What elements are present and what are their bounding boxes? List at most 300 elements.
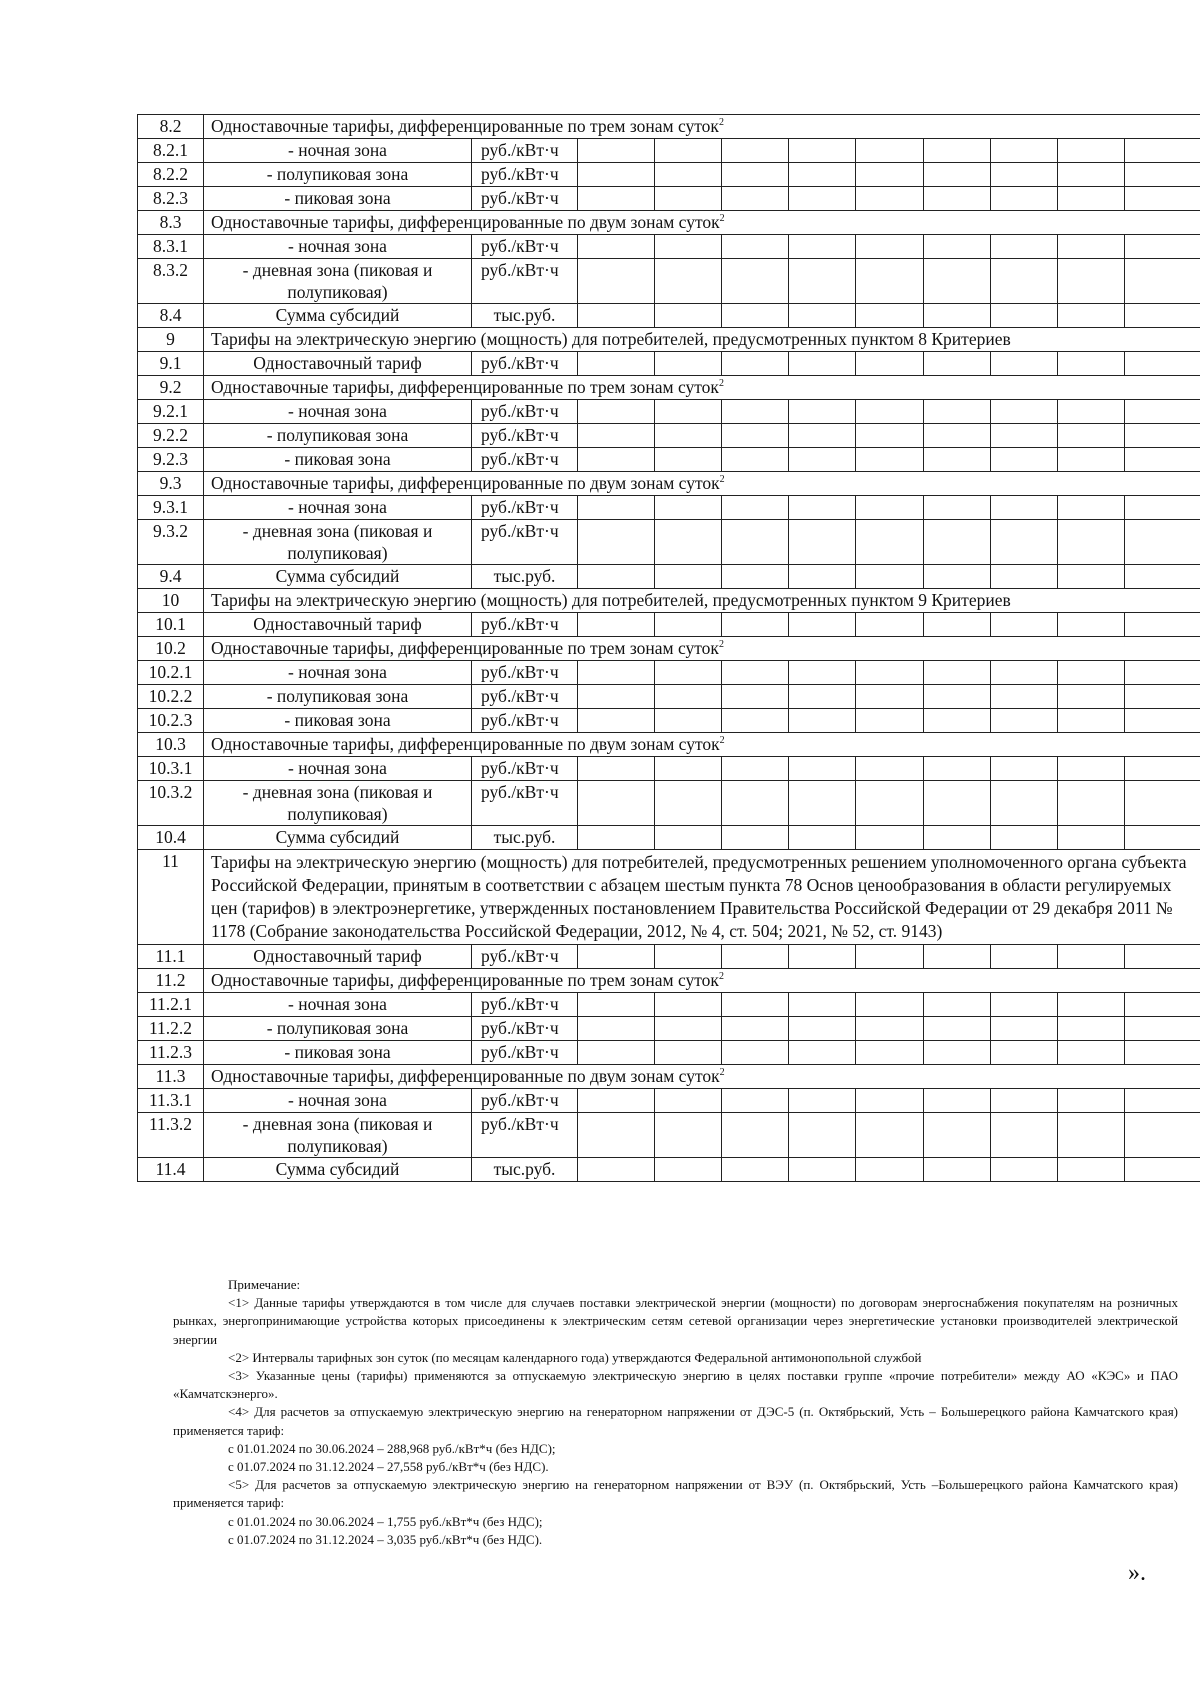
- value-cell: [655, 520, 722, 565]
- section-title-text: Одноставочные тарифы, дифференцированные по двум зонам суток: [211, 1066, 720, 1086]
- row-name: - ночная зона: [204, 139, 472, 163]
- value-cell: [789, 139, 856, 163]
- value-cell: [578, 826, 655, 850]
- value-cell: [789, 781, 856, 826]
- row-number: 8.3: [138, 211, 204, 235]
- value-cell: [1058, 304, 1125, 328]
- notes-list: [173, 1294, 1178, 1549]
- row-unit: руб./кВт·ч: [472, 757, 578, 781]
- value-cell: [856, 613, 924, 637]
- row-unit: руб./кВт·ч: [472, 1113, 578, 1158]
- value-cell: [1058, 259, 1125, 304]
- row-name: - пиковая зона: [204, 709, 472, 733]
- value-cell: [655, 304, 722, 328]
- section-row: [138, 472, 1200, 496]
- value-cell: [722, 352, 789, 376]
- value-cell: [991, 709, 1058, 733]
- value-cell: [991, 1089, 1058, 1113]
- value-cell: [789, 1041, 856, 1065]
- row-name: Одноставочный тариф: [204, 613, 472, 637]
- row-name: - ночная зона: [204, 496, 472, 520]
- value-cell: [1058, 993, 1125, 1017]
- value-cell: [991, 565, 1058, 589]
- value-cell: [924, 496, 991, 520]
- value-cell: [991, 826, 1058, 850]
- row-number: 8.2.1: [138, 139, 204, 163]
- table-row: [138, 520, 1200, 565]
- tariff-table: [137, 114, 1200, 1182]
- row-unit: руб./кВт·ч: [472, 685, 578, 709]
- row-number: 10.2.3: [138, 709, 204, 733]
- row-unit: руб./кВт·ч: [472, 1041, 578, 1065]
- value-cell: [1125, 1113, 1200, 1158]
- value-cell: [1058, 496, 1125, 520]
- value-cell: [856, 781, 924, 826]
- table-row: [138, 826, 1200, 850]
- value-cell: [856, 163, 924, 187]
- value-cell: [1125, 520, 1200, 565]
- note-item: с 01.01.2024 по 30.06.2024 – 288,968 руб./кВт*ч (без НДС);: [228, 1440, 556, 1456]
- row-number: 8.3.1: [138, 235, 204, 259]
- value-cell: [991, 1017, 1058, 1041]
- value-cell: [1058, 661, 1125, 685]
- value-cell: [991, 993, 1058, 1017]
- value-cell: [722, 139, 789, 163]
- row-number: 9.1: [138, 352, 204, 376]
- row-unit: руб./кВт·ч: [472, 424, 578, 448]
- row-name: - ночная зона: [204, 757, 472, 781]
- value-cell: [655, 826, 722, 850]
- table-row: [138, 187, 1200, 211]
- value-cell: [655, 163, 722, 187]
- value-cell: [578, 1113, 655, 1158]
- value-cell: [722, 1017, 789, 1041]
- value-cell: [991, 304, 1058, 328]
- section-row: [138, 376, 1200, 400]
- value-cell: [789, 448, 856, 472]
- value-cell: [722, 1041, 789, 1065]
- value-cell: [924, 187, 991, 211]
- table-row: [138, 448, 1200, 472]
- value-cell: [655, 685, 722, 709]
- value-cell: [1058, 1158, 1125, 1182]
- section-title-text: Одноставочные тарифы, дифференцированные по двум зонам суток: [211, 473, 720, 493]
- value-cell: [924, 400, 991, 424]
- row-unit: тыс.руб.: [472, 565, 578, 589]
- footnote-ref: 2: [719, 1067, 725, 1079]
- value-cell: [578, 1041, 655, 1065]
- value-cell: [655, 1113, 722, 1158]
- table-row: [138, 235, 1200, 259]
- row-number: 8.2.2: [138, 163, 204, 187]
- value-cell: [578, 1158, 655, 1182]
- row-unit: руб./кВт·ч: [472, 945, 578, 969]
- row-name: - ночная зона: [204, 400, 472, 424]
- row-number: 11.2: [138, 969, 204, 993]
- value-cell: [924, 1041, 991, 1065]
- value-cell: [655, 259, 722, 304]
- section-title: [204, 589, 1200, 613]
- row-unit: руб./кВт·ч: [472, 1089, 578, 1113]
- value-cell: [789, 1158, 856, 1182]
- value-cell: [924, 661, 991, 685]
- value-cell: [991, 352, 1058, 376]
- value-cell: [722, 613, 789, 637]
- value-cell: [856, 1089, 924, 1113]
- section-title: [204, 328, 1200, 352]
- value-cell: [1125, 757, 1200, 781]
- value-cell: [1058, 424, 1125, 448]
- row-number: 11: [138, 850, 204, 945]
- value-cell: [991, 613, 1058, 637]
- table-row: [138, 163, 1200, 187]
- value-cell: [991, 757, 1058, 781]
- value-cell: [578, 520, 655, 565]
- row-name: - ночная зона: [204, 993, 472, 1017]
- row-name: - полупиковая зона: [204, 424, 472, 448]
- value-cell: [991, 1158, 1058, 1182]
- value-cell: [1125, 661, 1200, 685]
- value-cell: [578, 757, 655, 781]
- table-row: [138, 1113, 1200, 1158]
- row-number: 11.3.1: [138, 1089, 204, 1113]
- value-cell: [924, 1113, 991, 1158]
- notes-heading: Примечание:: [228, 1277, 301, 1292]
- value-cell: [924, 520, 991, 565]
- footnote-ref: 2: [719, 213, 725, 225]
- row-number: 11.3: [138, 1065, 204, 1089]
- section-title-text: Одноставочные тарифы, дифференцированные по трем зонам суток: [211, 377, 719, 397]
- value-cell: [655, 1089, 722, 1113]
- row-number: 10.1: [138, 613, 204, 637]
- value-cell: [856, 1158, 924, 1182]
- value-cell: [655, 448, 722, 472]
- value-cell: [1125, 448, 1200, 472]
- value-cell: [722, 1158, 789, 1182]
- row-number: 10.3.2: [138, 781, 204, 826]
- row-number: 8.4: [138, 304, 204, 328]
- value-cell: [1125, 1041, 1200, 1065]
- value-cell: [722, 685, 789, 709]
- value-cell: [789, 993, 856, 1017]
- row-number: 10.4: [138, 826, 204, 850]
- row-unit: тыс.руб.: [472, 1158, 578, 1182]
- value-cell: [924, 945, 991, 969]
- note-item: с 01.07.2024 по 31.12.2024 – 3,035 руб./кВт*ч (без НДС).: [228, 1531, 543, 1547]
- value-cell: [578, 448, 655, 472]
- row-name: Одноставочный тариф: [204, 352, 472, 376]
- value-cell: [578, 993, 655, 1017]
- value-cell: [655, 1017, 722, 1041]
- value-cell: [991, 945, 1058, 969]
- section-title: [204, 733, 1200, 757]
- value-cell: [655, 1041, 722, 1065]
- closing-quote: ».: [1128, 1560, 1146, 1586]
- value-cell: [991, 259, 1058, 304]
- section-title-text: Одноставочные тарифы, дифференцированные по трем зонам суток: [211, 116, 719, 136]
- section-title-text: Тарифы на электрическую энергию (мощность) для потребителей, предусмотренных пунктом 8 Критериев: [211, 329, 1011, 349]
- value-cell: [1125, 352, 1200, 376]
- value-cell: [924, 1158, 991, 1182]
- value-cell: [1125, 424, 1200, 448]
- row-number: 9.3.1: [138, 496, 204, 520]
- value-cell: [1058, 235, 1125, 259]
- row-name: Одноставочный тариф: [204, 945, 472, 969]
- value-cell: [722, 496, 789, 520]
- value-cell: [1058, 613, 1125, 637]
- value-cell: [991, 1113, 1058, 1158]
- table-row: [138, 1017, 1200, 1041]
- value-cell: [1058, 757, 1125, 781]
- table-row: [138, 352, 1200, 376]
- section-row: [138, 969, 1200, 993]
- row-number: 11.2.3: [138, 1041, 204, 1065]
- footnote-ref: 2: [718, 117, 724, 129]
- row-unit: руб./кВт·ч: [472, 235, 578, 259]
- value-cell: [1058, 685, 1125, 709]
- row-name: - полупиковая зона: [204, 163, 472, 187]
- section-row: [138, 589, 1200, 613]
- value-cell: [991, 424, 1058, 448]
- row-number: 10.3.1: [138, 757, 204, 781]
- row-unit: руб./кВт·ч: [472, 139, 578, 163]
- value-cell: [655, 496, 722, 520]
- table-row: [138, 496, 1200, 520]
- value-cell: [578, 709, 655, 733]
- row-number: 8.2: [138, 115, 204, 139]
- table-row: [138, 139, 1200, 163]
- value-cell: [856, 757, 924, 781]
- table-row: [138, 424, 1200, 448]
- section-title: [204, 115, 1200, 139]
- footnote-ref: 2: [719, 474, 725, 486]
- value-cell: [1125, 565, 1200, 589]
- value-cell: [655, 757, 722, 781]
- value-cell: [856, 400, 924, 424]
- table-body: [138, 115, 1200, 1182]
- note-item: с 01.01.2024 по 30.06.2024 – 1,755 руб./кВт*ч (без НДС);: [228, 1513, 543, 1529]
- row-number: 9.2.3: [138, 448, 204, 472]
- value-cell: [924, 757, 991, 781]
- value-cell: [722, 424, 789, 448]
- value-cell: [722, 163, 789, 187]
- value-cell: [578, 163, 655, 187]
- value-cell: [578, 424, 655, 448]
- value-cell: [578, 661, 655, 685]
- value-cell: [1058, 400, 1125, 424]
- row-number: 9.4: [138, 565, 204, 589]
- value-cell: [856, 565, 924, 589]
- value-cell: [1125, 259, 1200, 304]
- row-number: 8.2.3: [138, 187, 204, 211]
- table-row: [138, 757, 1200, 781]
- row-name: Сумма субсидий: [204, 565, 472, 589]
- value-cell: [924, 1089, 991, 1113]
- value-cell: [924, 163, 991, 187]
- value-cell: [789, 496, 856, 520]
- table-row: [138, 304, 1200, 328]
- value-cell: [789, 565, 856, 589]
- value-cell: [722, 709, 789, 733]
- value-cell: [924, 993, 991, 1017]
- value-cell: [578, 496, 655, 520]
- row-name: - пиковая зона: [204, 187, 472, 211]
- row-name: Сумма субсидий: [204, 826, 472, 850]
- section-row: [138, 211, 1200, 235]
- value-cell: [924, 139, 991, 163]
- value-cell: [1058, 352, 1125, 376]
- value-cell: [924, 424, 991, 448]
- value-cell: [655, 352, 722, 376]
- notes-section: [173, 1276, 1178, 1549]
- value-cell: [722, 304, 789, 328]
- section-row: [138, 637, 1200, 661]
- value-cell: [856, 826, 924, 850]
- value-cell: [856, 520, 924, 565]
- value-cell: [1125, 304, 1200, 328]
- value-cell: [1125, 613, 1200, 637]
- section-row: [138, 1065, 1200, 1089]
- value-cell: [1058, 187, 1125, 211]
- value-cell: [655, 187, 722, 211]
- footnote-ref: 2: [719, 735, 725, 747]
- row-number: 8.3.2: [138, 259, 204, 304]
- value-cell: [924, 685, 991, 709]
- value-cell: [1058, 520, 1125, 565]
- value-cell: [1125, 1089, 1200, 1113]
- row-name: - ночная зона: [204, 661, 472, 685]
- value-cell: [789, 757, 856, 781]
- value-cell: [578, 187, 655, 211]
- row-number: 10.2.1: [138, 661, 204, 685]
- value-cell: [856, 259, 924, 304]
- value-cell: [1058, 781, 1125, 826]
- value-cell: [789, 235, 856, 259]
- value-cell: [578, 400, 655, 424]
- value-cell: [655, 400, 722, 424]
- row-name: - дневная зона (пиковая и полупиковая): [204, 259, 472, 304]
- value-cell: [924, 259, 991, 304]
- section-title-text: Тарифы на электрическую энергию (мощность) для потребителей, предусмотренных пунктом 9 Критериев: [211, 590, 1011, 610]
- value-cell: [856, 235, 924, 259]
- row-number: 10.2.2: [138, 685, 204, 709]
- row-name: - ночная зона: [204, 235, 472, 259]
- value-cell: [722, 259, 789, 304]
- section-title: [204, 1065, 1200, 1089]
- value-cell: [578, 352, 655, 376]
- value-cell: [1058, 163, 1125, 187]
- value-cell: [1125, 709, 1200, 733]
- row-name: - дневная зона (пиковая и полупиковая): [204, 520, 472, 565]
- section-title-text: Одноставочные тарифы, дифференцированные по двум зонам суток: [211, 212, 720, 232]
- value-cell: [578, 1017, 655, 1041]
- value-cell: [856, 304, 924, 328]
- value-cell: [722, 400, 789, 424]
- row-number: 9.3: [138, 472, 204, 496]
- value-cell: [1058, 565, 1125, 589]
- row-unit: руб./кВт·ч: [472, 661, 578, 685]
- value-cell: [1125, 1158, 1200, 1182]
- value-cell: [578, 259, 655, 304]
- value-cell: [789, 400, 856, 424]
- value-cell: [578, 685, 655, 709]
- value-cell: [1125, 496, 1200, 520]
- section-title: [204, 637, 1200, 661]
- value-cell: [924, 235, 991, 259]
- value-cell: [1058, 139, 1125, 163]
- footnote-ref: 2: [718, 378, 724, 390]
- row-unit: руб./кВт·ч: [472, 520, 578, 565]
- value-cell: [991, 496, 1058, 520]
- row-number: 11.4: [138, 1158, 204, 1182]
- value-cell: [722, 945, 789, 969]
- row-unit: руб./кВт·ч: [472, 709, 578, 733]
- footnote-ref: 2: [718, 971, 724, 983]
- row-unit: руб./кВт·ч: [472, 163, 578, 187]
- section-row: [138, 328, 1200, 352]
- value-cell: [1125, 187, 1200, 211]
- row-number: 9.2.1: [138, 400, 204, 424]
- value-cell: [722, 1089, 789, 1113]
- row-number: 9.2.2: [138, 424, 204, 448]
- value-cell: [856, 661, 924, 685]
- value-cell: [722, 826, 789, 850]
- table-row: [138, 661, 1200, 685]
- table-row: [138, 613, 1200, 637]
- row-unit: руб./кВт·ч: [472, 993, 578, 1017]
- table-row: [138, 1089, 1200, 1113]
- row-unit: руб./кВт·ч: [472, 400, 578, 424]
- value-cell: [1058, 709, 1125, 733]
- value-cell: [991, 520, 1058, 565]
- value-cell: [722, 1113, 789, 1158]
- note-item: <5> Для расчетов за отпускаемую электрическую энергию на генераторном напряжении от ВЭУ (п. Октябрьский, Усть –Большерецкого района Камчатского края) применяется тариф:: [173, 1477, 1178, 1511]
- section-title: [204, 969, 1200, 993]
- footnote-ref: 2: [718, 639, 724, 651]
- value-cell: [578, 781, 655, 826]
- value-cell: [991, 781, 1058, 826]
- value-cell: [1058, 1041, 1125, 1065]
- value-cell: [924, 613, 991, 637]
- value-cell: [789, 709, 856, 733]
- row-unit: руб./кВт·ч: [472, 613, 578, 637]
- value-cell: [655, 993, 722, 1017]
- section-title: [204, 376, 1200, 400]
- value-cell: [856, 496, 924, 520]
- value-cell: [789, 1113, 856, 1158]
- value-cell: [1125, 781, 1200, 826]
- value-cell: [1125, 993, 1200, 1017]
- row-name: - полупиковая зона: [204, 685, 472, 709]
- row-unit: руб./кВт·ч: [472, 448, 578, 472]
- value-cell: [578, 139, 655, 163]
- table-row: [138, 259, 1200, 304]
- value-cell: [856, 945, 924, 969]
- table-row: [138, 1158, 1200, 1182]
- value-cell: [655, 709, 722, 733]
- value-cell: [1125, 235, 1200, 259]
- value-cell: [991, 448, 1058, 472]
- row-name: Сумма субсидий: [204, 1158, 472, 1182]
- value-cell: [856, 993, 924, 1017]
- value-cell: [991, 139, 1058, 163]
- note-item: <2> Интервалы тарифных зон суток (по месяцам календарного года) утверждаются Федеральной антимонопольной службой: [228, 1349, 922, 1365]
- section-title: [204, 211, 1200, 235]
- value-cell: [655, 781, 722, 826]
- value-cell: [789, 259, 856, 304]
- value-cell: [856, 685, 924, 709]
- value-cell: [856, 709, 924, 733]
